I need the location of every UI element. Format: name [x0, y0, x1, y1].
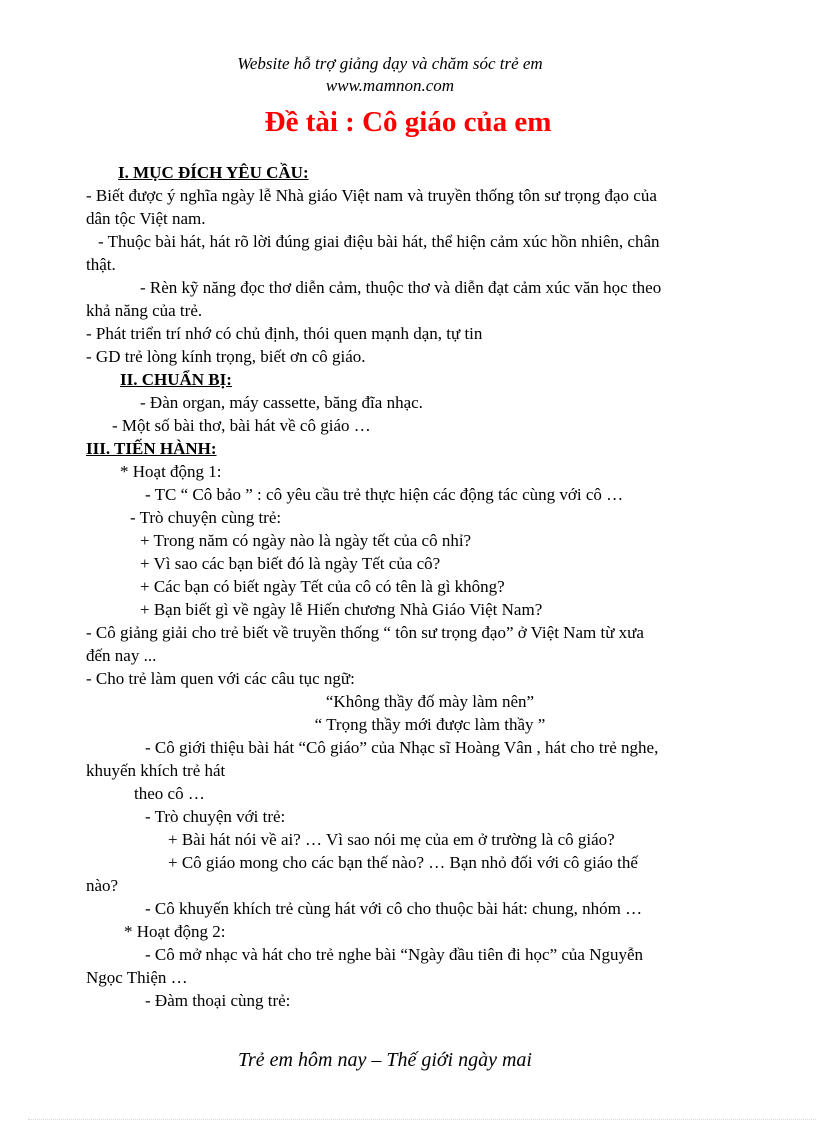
question-item: + Bạn biết gì về ngày lễ Hiến chương Nhà Giáo Việt Nam? [140, 600, 543, 619]
section1-line: - Thuộc bài hát, hát rõ lời đúng giai điệu bài hát, thể hiện cảm xúc hồn nhiên, chân [98, 232, 660, 251]
section3-line: nào? [86, 876, 119, 895]
footer-slogan: Trẻ em hôm nay – Thế giới ngày mai [238, 1049, 532, 1071]
proverb-line: “Không thầy đố mày làm nên” [325, 692, 535, 711]
section3-line: - Trò chuyện cùng trẻ: [130, 508, 282, 527]
question-item: + Các bạn có biết ngày Tết của cô có tên là gì không? [140, 577, 505, 596]
page-edge-divider [28, 1119, 816, 1120]
section3-line: - TC “ Cô bảo ” : cô yêu cầu trẻ thực hiện các động tác cùng với cô … [145, 485, 624, 504]
header-url-line: www.mamnon.com [325, 76, 455, 95]
section3-line: theo cô … [134, 784, 205, 803]
section1-line: khả năng của trẻ. [86, 301, 203, 320]
question-item: + Cô giáo mong cho các bạn thế nào? … Bạn nhỏ đối với cô giáo thế [168, 853, 638, 872]
section3-heading: III. TIẾN HÀNH: [86, 439, 217, 458]
section1-line: thật. [86, 255, 116, 274]
section3-line: - Trò chuyện với trẻ: [145, 807, 286, 826]
section2-line: - Đàn organ, máy cassette, băng đĩa nhạc. [140, 393, 423, 412]
section3-line: - Cô giảng giải cho trẻ biết về truyền thống “ tôn sư trọng đạo” ở Việt Nam từ xưa [86, 623, 644, 642]
section3-line: - Cô giới thiệu bài hát “Cô giáo” của Nhạc sĩ Hoàng Vân , hát cho trẻ nghe, [145, 738, 659, 757]
section3-line: - Cho trẻ làm quen với các câu tục ngữ: [86, 669, 355, 688]
header-website-line: Website hỗ trợ giảng dạy và chăm sóc trẻ em [237, 54, 543, 73]
activity-2-heading: * Hoạt động 2: [124, 922, 226, 941]
section3-line: đến nay ... [86, 646, 157, 665]
section1-line: dân tộc Việt nam. [86, 209, 206, 228]
section3-line: khuyến khích trẻ hát [86, 761, 226, 780]
question-item: + Vì sao các bạn biết đó là ngày Tết của cô? [140, 554, 441, 573]
proverb-line: “ Trọng thầy mới được làm thầy ” [314, 715, 546, 734]
section1-line: - GD trẻ lòng kính trọng, biết ơn cô giáo. [86, 347, 366, 366]
section3-line: - Cô khuyến khích trẻ cùng hát với cô cho thuộc bài hát: chung, nhóm … [145, 899, 643, 918]
activity-1-heading: * Hoạt động 1: [120, 462, 222, 481]
section2-line: - Một số bài thơ, bài hát về cô giáo … [112, 416, 371, 435]
question-item: + Trong năm có ngày nào là ngày tết của cô nhỉ? [140, 531, 472, 550]
section3-line: Ngọc Thiện … [86, 968, 188, 987]
section2-heading: II. CHUẨN BỊ: [120, 370, 232, 389]
section3-line: - Cô mở nhạc và hát cho trẻ nghe bài “Ngày đầu tiên đi học” của Nguyễn [145, 945, 644, 964]
section3-line: - Đàm thoại cùng trẻ: [145, 991, 291, 1010]
section1-heading: I. MỤC ĐÍCH YÊU CẦU: [118, 163, 309, 182]
section1-line: - Rèn kỹ năng đọc thơ diễn cảm, thuộc thơ và diễn đạt cảm xúc văn học theo [140, 278, 662, 297]
section1-line: - Biết được ý nghĩa ngày lễ Nhà giáo Việt nam và truyền thống tôn sư trọng đạo của [86, 186, 657, 205]
page-title: Đề tài : Cô giáo của em [264, 106, 552, 138]
question-item: + Bài hát nói về ai? … Vì sao nói mẹ của em ở trường là cô giáo? [168, 830, 615, 849]
section1-line: - Phát triển trí nhớ có chủ định, thói quen mạnh dạn, tự tin [86, 324, 483, 343]
